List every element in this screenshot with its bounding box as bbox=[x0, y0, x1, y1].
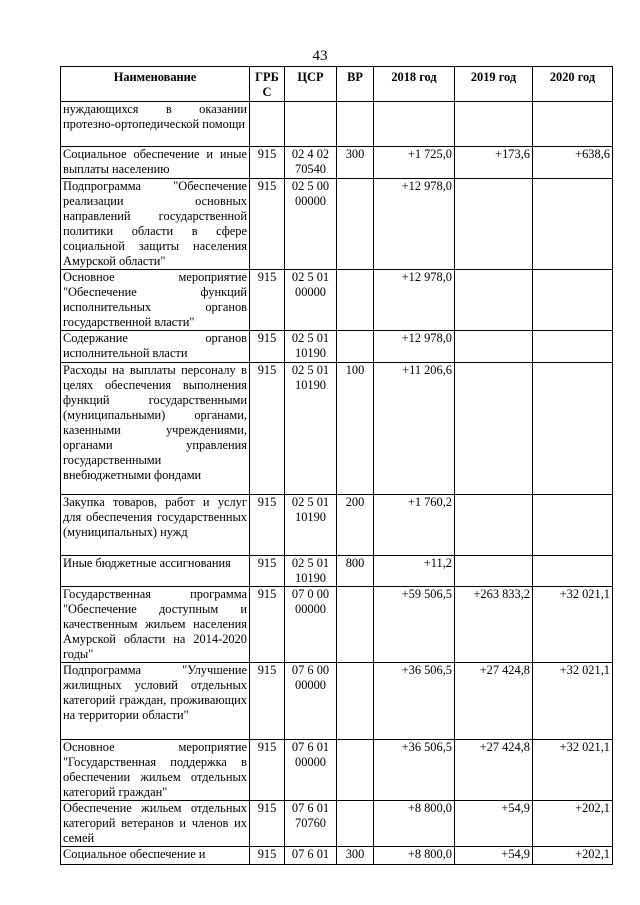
row-2020: +32 021,1 bbox=[533, 663, 613, 740]
row-vr bbox=[337, 587, 374, 663]
row-name: Расходы на выплаты персоналу в целях обеспечения выполнения функций государственными (муниципальными) органами, казенными учреждениями, органами управления государственными внебюджетными фондами bbox=[61, 363, 250, 495]
row-name: Обеспечение жильем отдельных категорий ветеранов и членов их семей bbox=[61, 801, 250, 847]
row-2020 bbox=[533, 270, 613, 331]
row-name: нуждающихся в оказании протезно-ортопедической помощи bbox=[61, 102, 250, 147]
row-name: Подпрограмма "Улучшение жилищных условий отдельных категорий граждан, проживающих на территории области" bbox=[61, 663, 250, 740]
row-vr: 300 bbox=[337, 847, 374, 865]
row-2019 bbox=[455, 179, 533, 270]
row-2019: +27 424,8 bbox=[455, 740, 533, 801]
row-2020: +638,6 bbox=[533, 147, 613, 179]
row-name: Закупка товаров, работ и услуг для обеспечения государственных (муниципальных) нужд bbox=[61, 495, 250, 556]
row-grbs: 915 bbox=[250, 801, 285, 847]
row-name: Основное мероприятие "Государственная поддержка в обеспечении жильем отдельных категорий граждан" bbox=[61, 740, 250, 801]
table-row bbox=[61, 179, 613, 270]
row-grbs: 915 bbox=[250, 363, 285, 495]
row-2020 bbox=[533, 556, 613, 587]
row-csr: 07 6 01 00000 bbox=[285, 740, 337, 801]
table-row bbox=[61, 801, 613, 847]
row-2018: +1 760,2 bbox=[374, 495, 455, 556]
row-name: Содержание органов исполнительной власти bbox=[61, 331, 250, 363]
budget-table bbox=[60, 66, 613, 865]
row-name: Подпрограмма "Обеспечение реализации основных направлений государственной политики области в сфере социальной защиты населения Амурской области" bbox=[61, 179, 250, 270]
row-csr: 02 5 00 00000 bbox=[285, 179, 337, 270]
row-2020 bbox=[533, 495, 613, 556]
row-2019: +27 424,8 bbox=[455, 663, 533, 740]
table-row bbox=[61, 556, 613, 587]
row-vr bbox=[337, 801, 374, 847]
row-csr: 02 5 01 10190 bbox=[285, 495, 337, 556]
row-2018: +8 800,0 bbox=[374, 847, 455, 865]
row-2020 bbox=[533, 179, 613, 270]
row-grbs: 915 bbox=[250, 587, 285, 663]
row-vr: 300 bbox=[337, 147, 374, 179]
row-vr bbox=[337, 740, 374, 801]
row-2020: +202,1 bbox=[533, 801, 613, 847]
row-2018: +59 506,5 bbox=[374, 587, 455, 663]
row-vr bbox=[337, 663, 374, 740]
row-csr: 07 0 00 00000 bbox=[285, 587, 337, 663]
row-grbs: 915 bbox=[250, 556, 285, 587]
row-2018 bbox=[374, 102, 455, 147]
table-row bbox=[61, 587, 613, 663]
table-row bbox=[61, 270, 613, 331]
row-csr: 07 6 01 bbox=[285, 847, 337, 865]
row-2018: +12 978,0 bbox=[374, 270, 455, 331]
table-row bbox=[61, 331, 613, 363]
row-name: Социальное обеспечение и иные выплаты населению bbox=[61, 147, 250, 179]
row-csr bbox=[285, 102, 337, 147]
row-2019 bbox=[455, 556, 533, 587]
table-header-row bbox=[61, 67, 613, 102]
row-vr: 200 bbox=[337, 495, 374, 556]
row-grbs: 915 bbox=[250, 179, 285, 270]
row-grbs: 915 bbox=[250, 495, 285, 556]
row-name: Государственная программа "Обеспечение доступным и качественным жильем населения Амурской области на 2014-2020 годы" bbox=[61, 587, 250, 663]
table-row bbox=[61, 663, 613, 740]
row-2019 bbox=[455, 331, 533, 363]
row-2018: +11 206,6 bbox=[374, 363, 455, 495]
row-vr: 100 bbox=[337, 363, 374, 495]
table-row bbox=[61, 847, 613, 865]
row-2018: +12 978,0 bbox=[374, 331, 455, 363]
row-2019 bbox=[455, 270, 533, 331]
row-vr bbox=[337, 270, 374, 331]
row-grbs: 915 bbox=[250, 270, 285, 331]
row-2018: +36 506,5 bbox=[374, 740, 455, 801]
row-csr: 02 5 01 10190 bbox=[285, 556, 337, 587]
header-2018: 2018 год bbox=[374, 67, 455, 102]
table-row bbox=[61, 363, 613, 495]
row-name: Иные бюджетные ассигнования bbox=[61, 556, 250, 587]
row-vr bbox=[337, 102, 374, 147]
table-row bbox=[61, 495, 613, 556]
row-2018: +11,2 bbox=[374, 556, 455, 587]
table-row bbox=[61, 740, 613, 801]
row-grbs bbox=[250, 102, 285, 147]
row-2020 bbox=[533, 363, 613, 495]
table-row bbox=[61, 102, 613, 147]
row-csr: 02 5 01 10190 bbox=[285, 331, 337, 363]
row-grbs: 915 bbox=[250, 663, 285, 740]
row-2019: +54,9 bbox=[455, 801, 533, 847]
row-2020: +202,1 bbox=[533, 847, 613, 865]
row-csr: 07 6 01 70760 bbox=[285, 801, 337, 847]
row-2018: +8 800,0 bbox=[374, 801, 455, 847]
table-row bbox=[61, 147, 613, 179]
header-2020: 2020 год bbox=[533, 67, 613, 102]
header-name: Наименование bbox=[61, 67, 250, 102]
row-2018: +1 725,0 bbox=[374, 147, 455, 179]
row-2018: +12 978,0 bbox=[374, 179, 455, 270]
header-2019: 2019 год bbox=[455, 67, 533, 102]
row-2019: +173,6 bbox=[455, 147, 533, 179]
row-name: Социальное обеспечение и bbox=[61, 847, 250, 865]
row-name: Основное мероприятие "Обеспечение функций исполнительных органов государственной власти" bbox=[61, 270, 250, 331]
row-grbs: 915 bbox=[250, 147, 285, 179]
header-vr: ВР bbox=[337, 67, 374, 102]
row-2019 bbox=[455, 363, 533, 495]
row-2020 bbox=[533, 331, 613, 363]
row-vr: 800 bbox=[337, 556, 374, 587]
row-2019 bbox=[455, 102, 533, 147]
page-number: 43 bbox=[312, 48, 328, 64]
row-2020: +32 021,1 bbox=[533, 587, 613, 663]
row-2019: +263 833,2 bbox=[455, 587, 533, 663]
row-csr: 02 5 01 00000 bbox=[285, 270, 337, 331]
row-csr: 02 4 02 70540 bbox=[285, 147, 337, 179]
row-csr: 07 6 00 00000 bbox=[285, 663, 337, 740]
header-csr: ЦСР bbox=[285, 67, 337, 102]
row-vr bbox=[337, 331, 374, 363]
row-grbs: 915 bbox=[250, 740, 285, 801]
header-grbs: ГРБС bbox=[250, 67, 285, 102]
row-2019: +54,9 bbox=[455, 847, 533, 865]
row-2018: +36 506,5 bbox=[374, 663, 455, 740]
row-grbs: 915 bbox=[250, 847, 285, 865]
row-vr bbox=[337, 179, 374, 270]
row-grbs: 915 bbox=[250, 331, 285, 363]
row-2020: +32 021,1 bbox=[533, 740, 613, 801]
row-2019 bbox=[455, 495, 533, 556]
row-csr: 02 5 01 10190 bbox=[285, 363, 337, 495]
row-2020 bbox=[533, 102, 613, 147]
